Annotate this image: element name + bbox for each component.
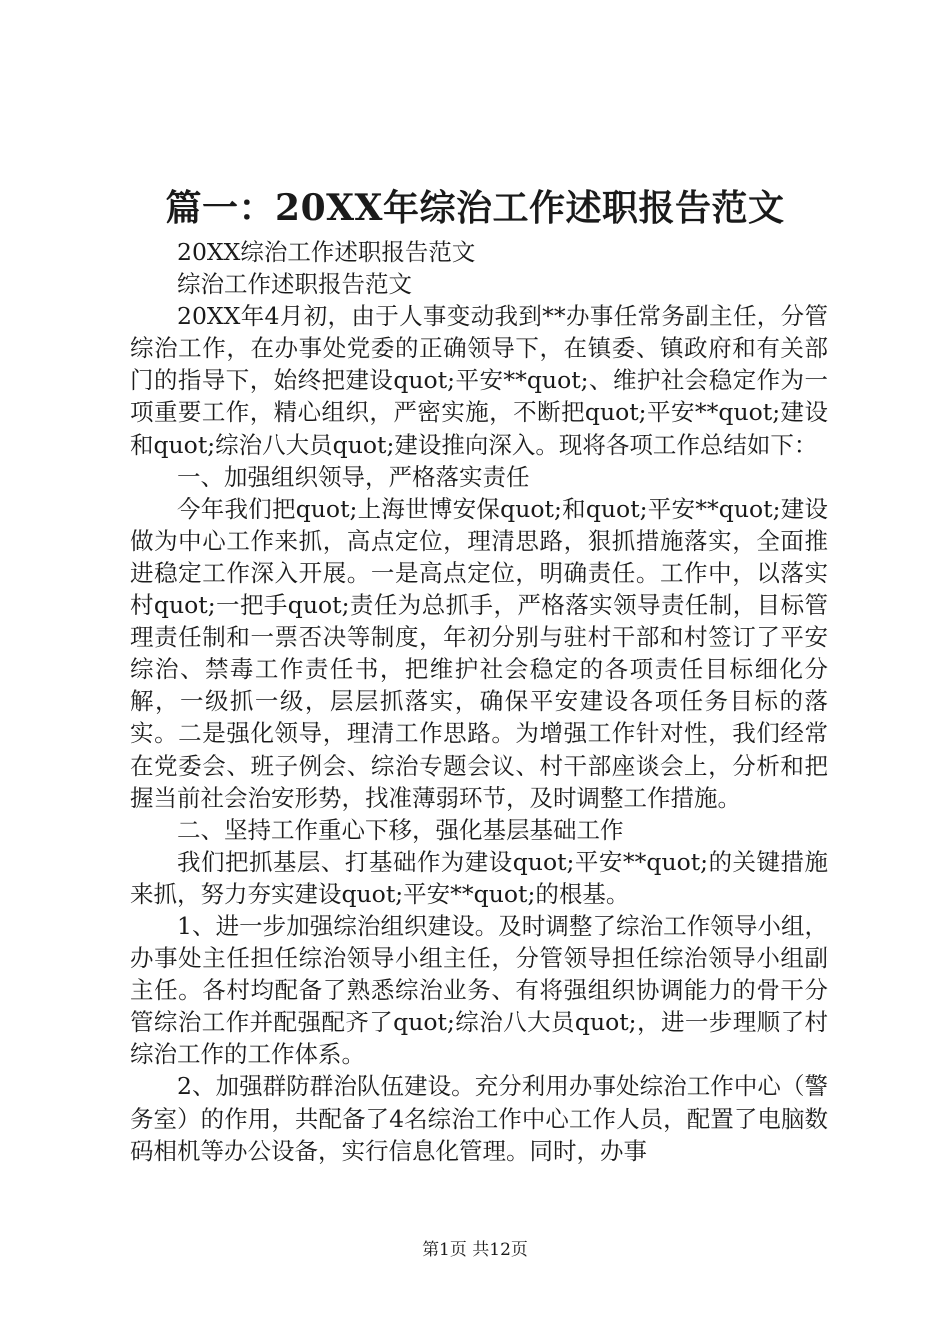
document-title: 篇一：20XX年综治工作述职报告范文 — [165, 187, 785, 229]
paragraph: 20XX年4月初，由于人事变动我到**办事任常务副主任，分管综治工作，在办事处党委的正确领导下，在镇委、镇政府和有关部门的指导下，始终把建设quot;平安**quot;、维护社会稳定作为一项重要工作，精心组织，严密实施，不断把quot;平安**quot;建设和quot;综治八大员quot;建设推向深入。现将各项工作总结如下： — [130, 302, 828, 459]
paragraph: 20XX综治工作述职报告范文 — [177, 238, 476, 266]
paragraph: 综治工作述职报告范文 — [177, 270, 412, 299]
document-body — [130, 236, 828, 1167]
section-heading: 二、坚持工作重心下移，强化基层基础工作 — [177, 815, 624, 844]
page-number-footer: 第1页 共12页 — [422, 1240, 528, 1260]
paragraph: 今年我们把quot;上海世博安保quot;和quot;平安**quot;建设做为中心工作来抓，高点定位，理清思路，狠抓措施落实，全面推进稳定工作深入开展。一是高点定位，明确责任。工作中，以落实村quot;一把手quot;责任为总抓手，严格落实领导责任制，目标管理责任制和一票否决等制度，年初分别与驻村干部和村签订了平安综治、禁毒工作责任书，把维护社会稳定的各项责任目标细化分解，一级抓一级，层层抓落实，确保平安建设各项任务目标的落实。二是强化领导，理清工作思路。为增强工作针对性，我们经常在党委会、班子例会、综治专题会议、村干部座谈会上，分析和把握当前社会治安形势，找准薄弱环节，及时调整工作措施。 — [130, 494, 828, 812]
paragraph: 2、加强群防群治队伍建设。充分利用办事处综治工作中心（警务室）的作用，共配备了4名综治工作中心工作人员，配置了电脑数码相机等办公设备，实行信息化管理。同时，办事 — [130, 1072, 828, 1165]
section-heading: 一、加强组织领导，严格落实责任 — [177, 462, 530, 491]
paragraph: 我们把抓基层、打基础作为建设quot;平安**quot;的关键措施来抓，努力夯实建设quot;平安**quot;的根基。 — [130, 847, 828, 908]
paragraph: 1、进一步加强综治组织建设。及时调整了综治工作领导小组，办事处主任担任综治领导小组主任，分管领导担任综治领导小组副主任。各村均配备了熟悉综治业务、有将强组织协调能力的骨干分管综治工作并配强配齐了quot;综治八大员quot;，进一步理顺了村综治工作的工作体系。 — [130, 911, 828, 1069]
